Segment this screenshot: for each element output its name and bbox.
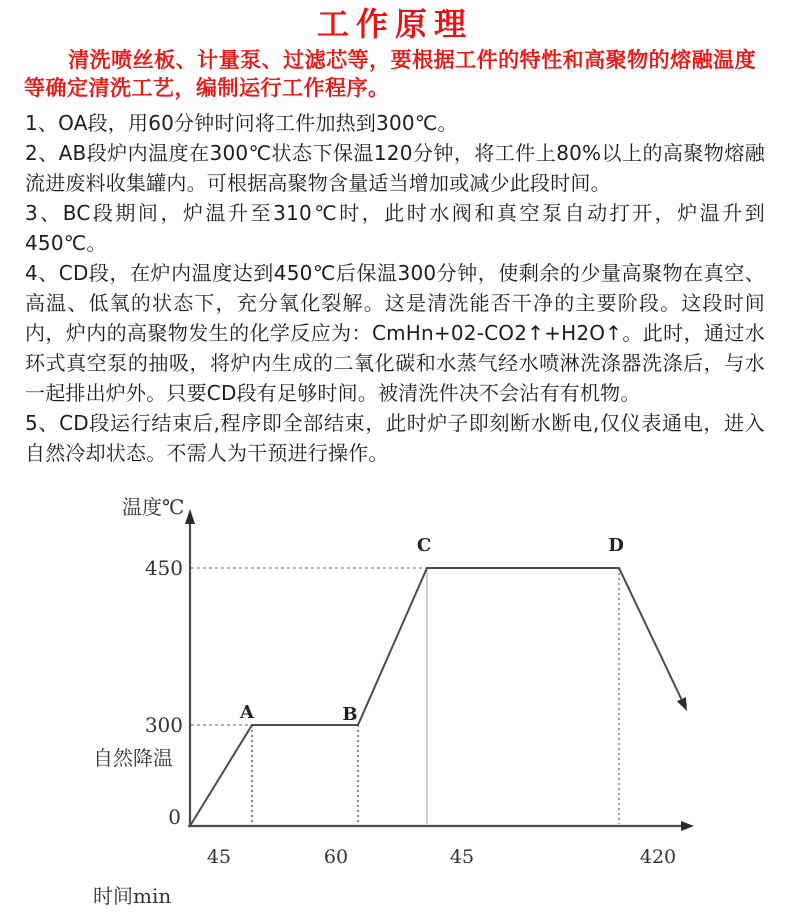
ytick-450: 450 bbox=[144, 556, 183, 580]
xtick-2: 60 bbox=[323, 846, 349, 868]
point-label-d: D bbox=[608, 535, 624, 556]
ytick-300: 300 bbox=[144, 713, 183, 737]
temperature-time-chart bbox=[0, 493, 790, 920]
x-axis-arrow bbox=[681, 821, 694, 831]
paragraph-2: 2、AB段炉内温度在300℃状态下保温120分钟，将工件上80%以上的高聚物熔融流进废料收集罐内。可根据高聚物含量适当增加或减少此段时间。 bbox=[25, 141, 765, 195]
body-text-block bbox=[25, 108, 765, 468]
xtick-1: 45 bbox=[206, 846, 232, 868]
point-label-c: C bbox=[416, 535, 432, 556]
xtick-3: 45 bbox=[449, 846, 475, 868]
y-axis-title: 温度℃ bbox=[122, 495, 185, 519]
xtick-4: 420 bbox=[639, 846, 677, 868]
y-axis-arrow bbox=[185, 509, 195, 524]
paragraph-1: 1、OA段，用60分钟时问将工件加热到300℃。 bbox=[25, 111, 458, 135]
temperature-curve bbox=[190, 568, 681, 826]
paragraph-5: 5、CD段运行结束后,程序即全部结束，此时炉子即刻断水断电,仅仪表通电，进入自然冷却状态。不需人为干预进行操作。 bbox=[25, 411, 765, 465]
cooling-arrow bbox=[677, 697, 687, 711]
page-title: 工作原理 bbox=[316, 5, 473, 43]
paragraph-3: 3、BC段期间，炉温升至310℃时，此时水阀和真空泵自动打开，炉温升到450℃。 bbox=[25, 201, 765, 255]
intro-paragraph: 清洗喷丝板、计量泵、过滤芯等，要根据工件的特性和高聚物的熔融温度等确定清洗工艺，编制运行工作程序。 bbox=[24, 48, 757, 100]
point-label-a: A bbox=[240, 702, 254, 723]
paragraph-4: 4、CD段，在炉内温度达到450℃后保温300分钟，使剩余的少量高聚物在真空、高温、低氧的状态下，充分氧化裂解。这是清洗能否干净的主要阶段。这段时间内，炉内的高聚物发生的化学反应为：CmHn+02-CO2↑+H2O↑。此时，通过水环式真空泵的抽吸，将炉内生成的二氧化碳和水蒸气经水喷淋洗涤器洗涤后，与水一起排出炉外。只要CD段有足够时间。被清洗件决不会沾有有机物。 bbox=[25, 261, 765, 405]
point-label-b: B bbox=[342, 704, 358, 725]
ytick-0: 0 bbox=[168, 805, 181, 829]
x-axis-title: 时间min bbox=[93, 884, 172, 908]
cooling-annotation: 自然降温 bbox=[93, 746, 173, 770]
